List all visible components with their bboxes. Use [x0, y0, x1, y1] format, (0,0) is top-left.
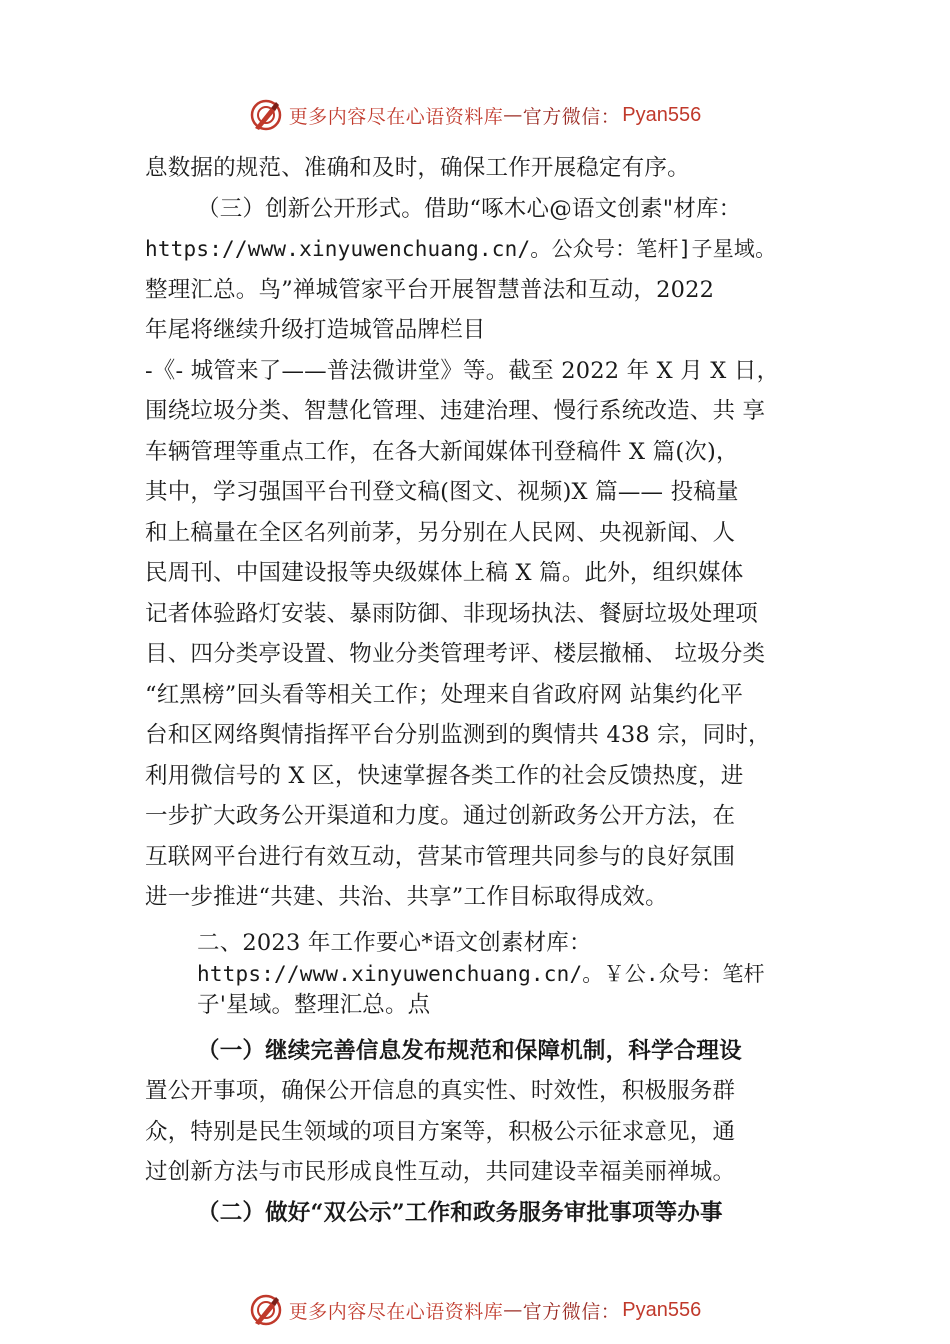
footer-account: Pyan556	[622, 1298, 702, 1321]
section-heading-2023: 二、2023 年工作要心*语文创素材库：	[197, 929, 592, 956]
section-line: https://www.xinyuwenchuang.cn/。￥公.众号：笔杆	[197, 961, 765, 986]
part-two-heading: （二）做好“双公示”工作和政务服务审批事项等办事	[197, 1199, 723, 1226]
body-line: （三）创新公开形式。借助“啄木心@语文创素"材库：	[197, 195, 742, 222]
body-line: 互联网平台进行有效互动，营某市管理共同参与的良好氛围	[145, 843, 736, 870]
body-line: 和上稿量在全区名列前茅，另分别在人民网、央视新闻、人	[145, 519, 736, 546]
body-line: 一步扩大政务公开渠道和力度。通过创新政务公开方法，在	[145, 803, 736, 829]
document-body	[145, 148, 825, 1233]
body-line: 利用微信号的 X 区，快速掌握各类工作的社会反馈热度，进	[145, 762, 744, 789]
body-line: 年尾将继续升级打造城管品牌栏目	[145, 317, 486, 343]
header-account: Pyan556	[622, 103, 702, 126]
body-line: 整理汇总。鸟”禅城管家平台开展智慧普法和互动，2022	[145, 276, 715, 303]
header-banner	[0, 95, 950, 135]
footer-wechat-label: 官方微信：	[522, 1300, 621, 1323]
section-line: 子'星域。整理汇总。点	[197, 991, 431, 1018]
part-one-line: 众，特别是民生领域的项目方案等，积极公示征求意见，通	[145, 1118, 736, 1145]
header-dash: —	[503, 104, 523, 126]
body-line: “红黑榜”回头看等相关工作；处理来自省政府网 站集约化平	[145, 681, 744, 708]
body-line: 进一步推进“共建、共治、共享”工作目标取得成效。	[145, 884, 668, 910]
body-line: -《- 城管来了——普法微讲堂》等。截至 2022 年 X 月 X 日，	[145, 357, 780, 384]
header-wechat-label: 官方微信：	[522, 105, 621, 128]
part-one-line: 过创新方法与市民形成良性互动，共同建设幸福美丽禅城。	[145, 1159, 736, 1185]
footer-banner	[0, 1290, 950, 1330]
body-line: 其中，学习强国平台刊登文稿(图文、视频)X 篇—— 投稿量	[145, 479, 739, 505]
body-line: 民周刊、中国建设报等央级媒体上稿 X 篇。此外，组织媒体	[145, 560, 744, 586]
body-line: 息数据的规范、准确和及时，确保工作开展稳定有序。	[145, 155, 690, 181]
body-line: 车辆管理等重点工作，在各大新闻媒体刊登稿件 X 篇(次)，	[145, 438, 739, 465]
body-line: 围绕垃圾分类、智慧化管理、违建治理、慢行系统改造、共 享	[145, 398, 766, 424]
pen-logo-icon	[249, 1293, 283, 1327]
body-line: https://www.xinyuwenchuang.cn/。公众号：笔杆]子星域。	[145, 237, 777, 261]
body-line: 记者体验路灯安装、暴雨防御、非现场执法、餐厨垃圾处理项	[145, 600, 758, 627]
body-line: 台和区网络舆情指挥平台分别监测到的舆情共 438 宗，同时，	[145, 722, 771, 748]
part-one-line: 置公开事项，确保公开信息的真实性、时效性，积极服务群	[145, 1078, 736, 1104]
part-one-heading: （一）继续完善信息发布规范和保障机制，科学合理设	[197, 1037, 742, 1064]
body-line: 目、四分类亭设置、物业分类管理考评、楼层撤桶、 垃圾分类	[145, 641, 766, 667]
header-slogan: 更多内容尽在心语资料库	[288, 105, 504, 128]
pen-logo-icon	[249, 98, 283, 132]
footer-slogan: 更多内容尽在心语资料库	[288, 1300, 504, 1323]
footer-dash: —	[503, 1299, 523, 1321]
